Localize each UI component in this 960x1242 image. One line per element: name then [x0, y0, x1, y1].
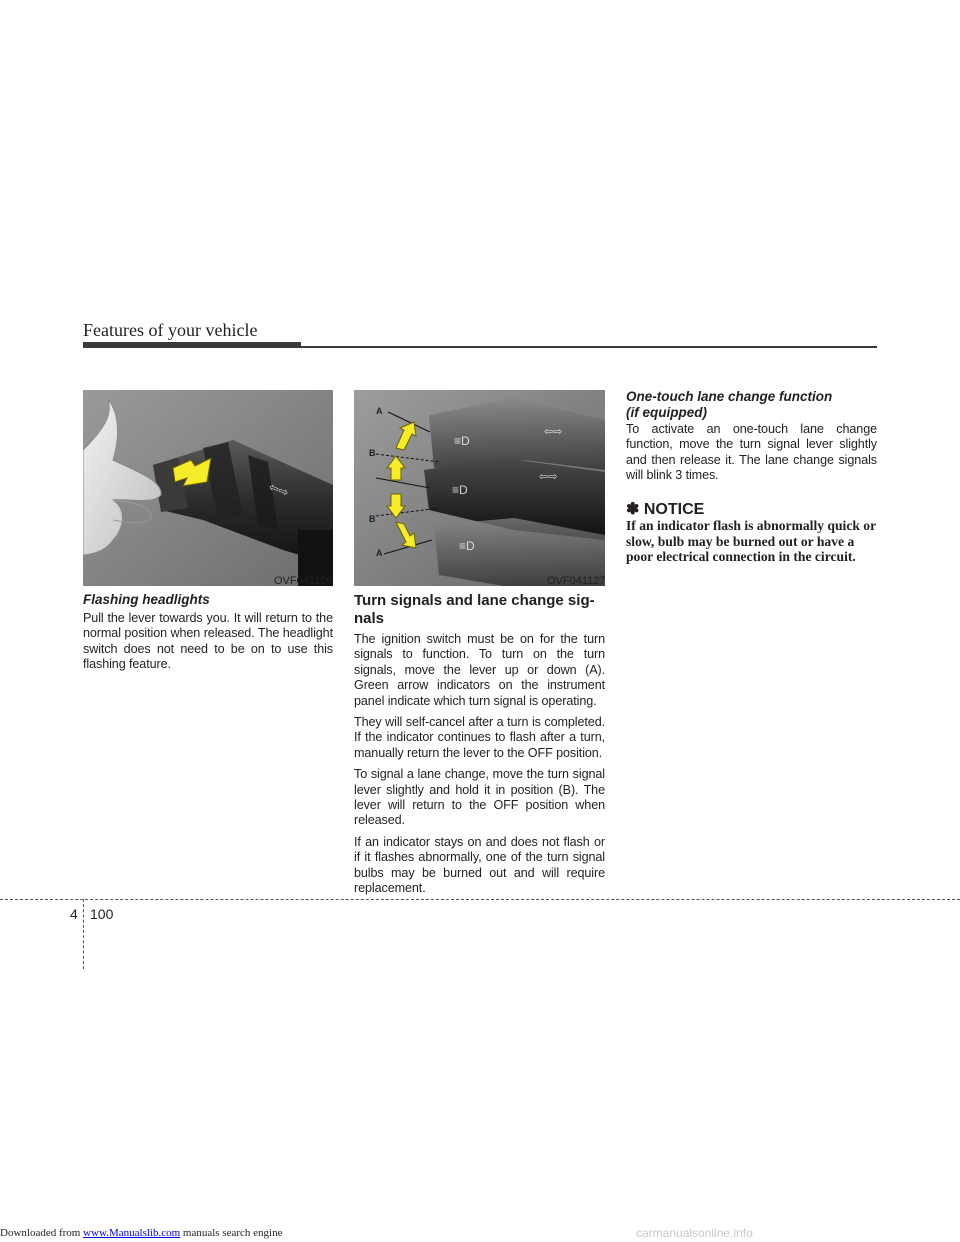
paragraph-one-touch: [626, 422, 877, 490]
download-note: [0, 1227, 282, 1239]
figure-code: OVF041127: [547, 575, 606, 587]
figure-label-a-top: A: [376, 406, 383, 416]
heading-one-touch: [626, 389, 877, 421]
heading-line: Turn signals and lane change sig-: [354, 592, 595, 609]
heading-turn-signals: [354, 592, 605, 628]
svg-text:⇦⇨: ⇦⇨: [266, 479, 291, 500]
figure-code: OVF041126: [274, 575, 333, 587]
paragraph-flashing-headlights: [83, 611, 333, 679]
figure-label-b-top: B: [369, 448, 376, 458]
turn-signal-illustration: [354, 390, 605, 586]
header-rule: [83, 346, 877, 348]
section-title: Features of your vehicle: [83, 320, 258, 340]
figure-flashing-headlights: [83, 390, 333, 586]
figure-turn-signals: [354, 390, 605, 586]
heading-flashing-headlights: Flashing headlights: [83, 592, 210, 607]
svg-text:⇦⇨: ⇦⇨: [544, 426, 563, 438]
heading-line: One-touch lane change function: [626, 389, 833, 404]
paragraph: They will self-cancel after a turn is completed. If the indicator continues to flash after a turn, manually return the lever to the OFF position.: [354, 715, 605, 760]
lever-illustration: [83, 390, 333, 586]
paragraph: If an indicator stays on and does not flash or if it flashes abnormally, one of the turn signal bulbs may be burned out and will require replacement.: [354, 834, 605, 896]
page-number: 100: [90, 906, 114, 922]
download-suffix: manuals search engine: [180, 1227, 283, 1239]
svg-text:≡D: ≡D: [454, 434, 470, 448]
footer-rule: [0, 899, 960, 900]
figure-label-b-bottom: B: [369, 514, 376, 524]
notice-text: If an indicator flash is abnormally quick or slow, bulb may be burned out or have a poor electrical connection in the circuit.: [626, 518, 876, 565]
footer-divider: [83, 899, 84, 969]
paragraph: The ignition switch must be on for the turn signals to function. To turn on the turn signals, move the lever up or down (A). Green arrow indicators on the instrument panel indicate which turn signal is operating.: [354, 632, 605, 708]
figure-label-a-bottom: A: [376, 548, 383, 558]
watermark: carmanualsonline.info: [636, 1226, 753, 1240]
svg-text:≡D: ≡D: [452, 483, 468, 497]
notice-title: ✽ NOTICE: [626, 501, 705, 518]
heading-line: (if equipped): [626, 405, 707, 420]
heading-line: nals: [354, 610, 385, 627]
manualslib-link[interactable]: www.Manualslib.com: [83, 1227, 181, 1239]
turn-signals-text: [354, 632, 605, 903]
download-prefix: Downloaded from: [0, 1227, 84, 1239]
paragraph: To signal a lane change, move the turn signal lever slightly and hold it in position (B). The lever will return to the OFF position when released.: [354, 767, 605, 828]
paragraph: Pull the lever towards you. It will return to the normal position when released. The headlight switch does not need to be on to use this flashing feature.: [83, 611, 333, 672]
chapter-number: 4: [70, 906, 78, 922]
svg-text:⇦⇨: ⇦⇨: [539, 471, 558, 483]
svg-text:≡D: ≡D: [459, 539, 475, 553]
paragraph: To activate an one-touch lane change function, move the turn signal lever slightly and then release it. The lane change signals will blink 3 times.: [626, 422, 877, 483]
